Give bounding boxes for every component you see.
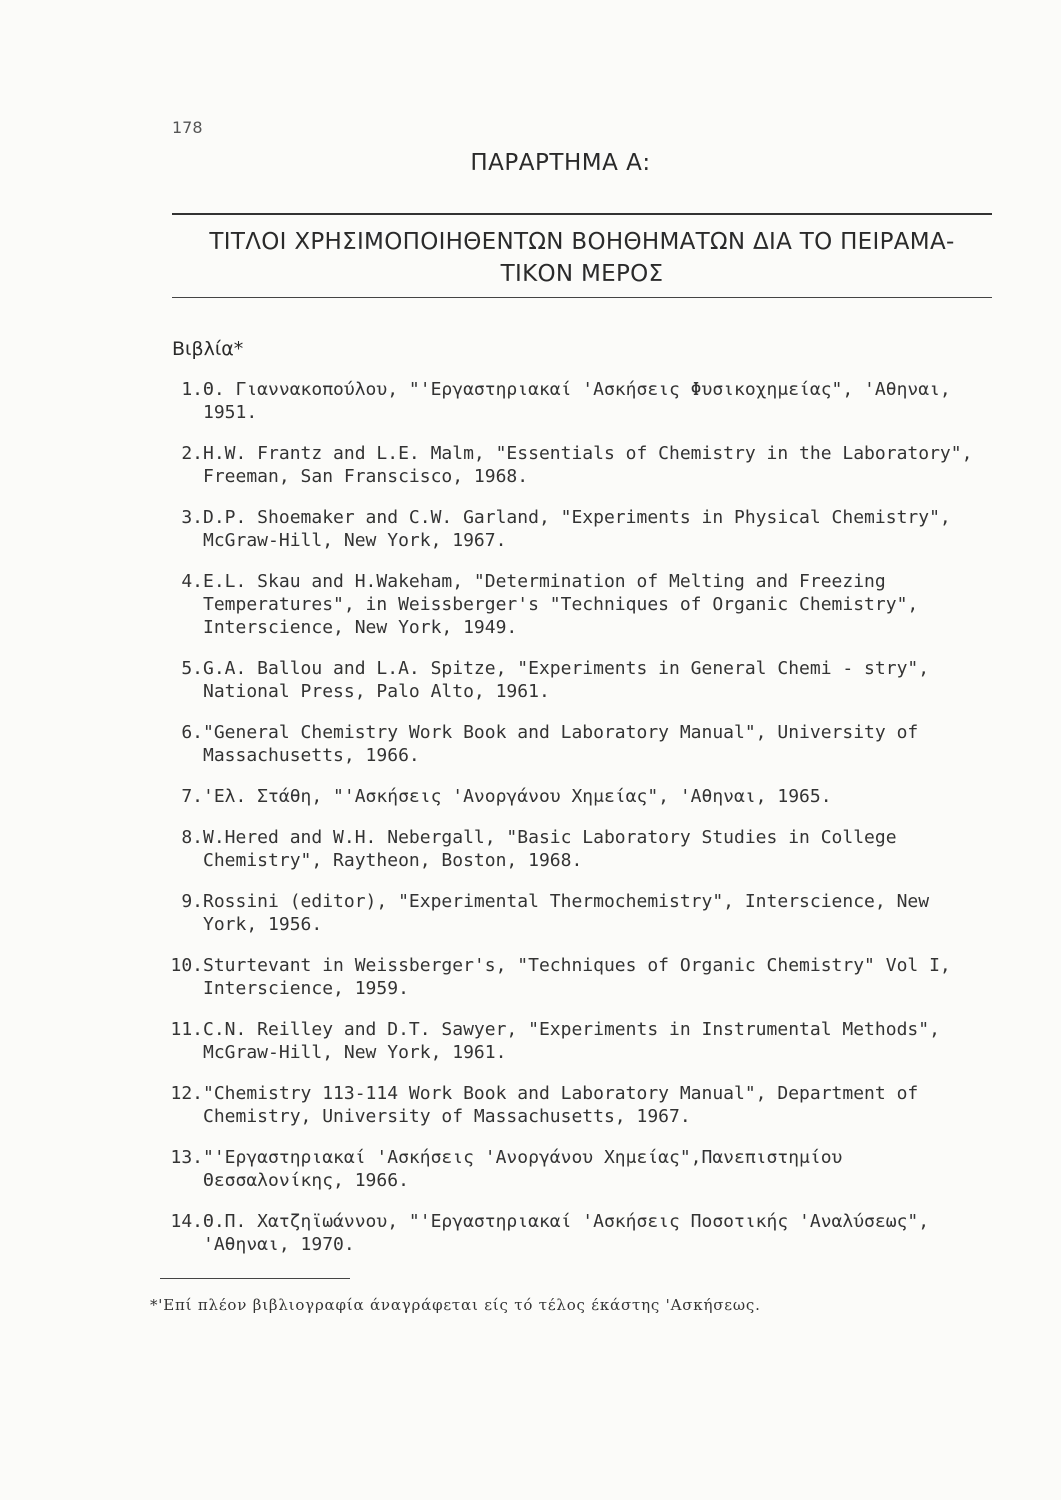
reference-text: 'Ελ. Στάθη, "'Ασκήσεις 'Ανοργάνου Χημείας", 'Αθηναι, 1965. <box>203 786 832 807</box>
reference-item <box>168 570 988 639</box>
reference-number: 10. <box>170 955 203 976</box>
title-line-1: ΤΙΤΛΟΙ ΧΡΗΣΙΜΟΠΟΙΗΘΕΝΤΩΝ ΒΟΗΘΗΜΑΤΩΝ ΔΙΑ ΤΟ ΠΕΙΡΑΜΑ- <box>209 229 955 255</box>
reference-item <box>168 1210 988 1256</box>
footnote: *'Επί πλέον βιβλιογραφία άναγράφεται είς τό τέλος έκάστης 'Ασκήσεως. <box>150 1296 761 1314</box>
reference-number: 13. <box>170 1147 203 1168</box>
section-label: Βιβλία* <box>172 338 244 360</box>
reference-item <box>168 1018 988 1064</box>
reference-item <box>168 378 988 424</box>
reference-number: 7. <box>181 786 203 807</box>
reference-number: 4. <box>181 571 203 592</box>
reference-text: "'Εργαστηριακαί 'Ασκήσεις 'Ανοργάνου Χημείας",Πανεπιστημίου Θεσσαλονίκης, 1966. <box>203 1147 843 1191</box>
appendix-heading: ΠΑΡΑΡΤΗΜΑ Α: <box>470 150 651 176</box>
reference-text: "Chemistry 113-114 Work Book and Laboratory Manual", Department of Chemistry, University of Massachusetts, 1967. <box>203 1083 919 1127</box>
title-bottom-rule <box>172 297 992 298</box>
reference-number: 8. <box>181 827 203 848</box>
reference-item <box>168 826 988 872</box>
page-number: 178 <box>172 118 203 137</box>
reference-text: Θ.Π. Χατζηϊωάννου, "'Εργαστηριακαί 'Ασκήσεις Ποσοτικής 'Αναλύσεως", 'Αθηναι, 1970. <box>203 1211 930 1255</box>
title-top-rule <box>172 213 992 215</box>
reference-list <box>168 378 988 1274</box>
reference-number: 11. <box>170 1019 203 1040</box>
footnote-rule <box>160 1278 350 1279</box>
reference-item <box>168 954 988 1000</box>
reference-text: W.Hered and W.H. Nebergall, "Basic Laboratory Studies in College Chemistry", Raytheon, Boston, 1968. <box>203 827 897 871</box>
reference-item <box>168 1146 988 1192</box>
reference-item <box>168 506 988 552</box>
reference-item <box>168 721 988 767</box>
reference-text: E.L. Skau and H.Wakeham, "Determination of Melting and Freezing Temperatures", in Weissberger's "Techniques of Organic Chemistry", Interscience, New York, 1949. <box>203 571 919 638</box>
reference-item <box>168 785 988 808</box>
reference-text: "General Chemistry Work Book and Laboratory Manual", University of Massachusetts, 1966. <box>203 722 919 766</box>
title-line-2: ΤΙΚΟΝ ΜΕΡΟΣ <box>500 261 664 287</box>
reference-number: 5. <box>181 658 203 679</box>
reference-item <box>168 442 988 488</box>
reference-number: 14. <box>170 1211 203 1232</box>
reference-number: 9. <box>181 891 203 912</box>
page-title <box>172 226 992 290</box>
reference-text: Θ. Γιαννακοπούλου, "'Εργαστηριακαί 'Ασκήσεις Φυσικοχημείας", 'Αθηναι, 1951. <box>203 379 951 423</box>
reference-text: H.W. Frantz and L.E. Malm, "Essentials of Chemistry in the Laboratory", Freeman, San Franscisco, 1968. <box>203 443 973 487</box>
reference-text: Sturtevant in Weissberger's, "Techniques of Organic Chemistry" Vol I, Interscience, 1959. <box>203 955 951 999</box>
reference-text: Rossini (editor), "Experimental Thermochemistry", Interscience, New York, 1956. <box>203 891 930 935</box>
reference-number: 3. <box>181 507 203 528</box>
reference-number: 12. <box>170 1083 203 1104</box>
reference-item <box>168 1082 988 1128</box>
reference-number: 2. <box>181 443 203 464</box>
reference-item <box>168 657 988 703</box>
reference-item <box>168 890 988 936</box>
reference-text: C.N. Reilley and D.T. Sawyer, "Experiments in Instrumental Methods", McGraw-Hill, New York, 1961. <box>203 1019 940 1063</box>
reference-text: G.A. Ballou and L.A. Spitze, "Experiments in General Chemi - stry", National Press, Palo Alto, 1961. <box>203 658 930 702</box>
reference-text: D.P. Shoemaker and C.W. Garland, "Experiments in Physical Chemistry", McGraw-Hill, New York, 1967. <box>203 507 951 551</box>
reference-number: 1. <box>181 379 203 400</box>
reference-number: 6. <box>181 722 203 743</box>
